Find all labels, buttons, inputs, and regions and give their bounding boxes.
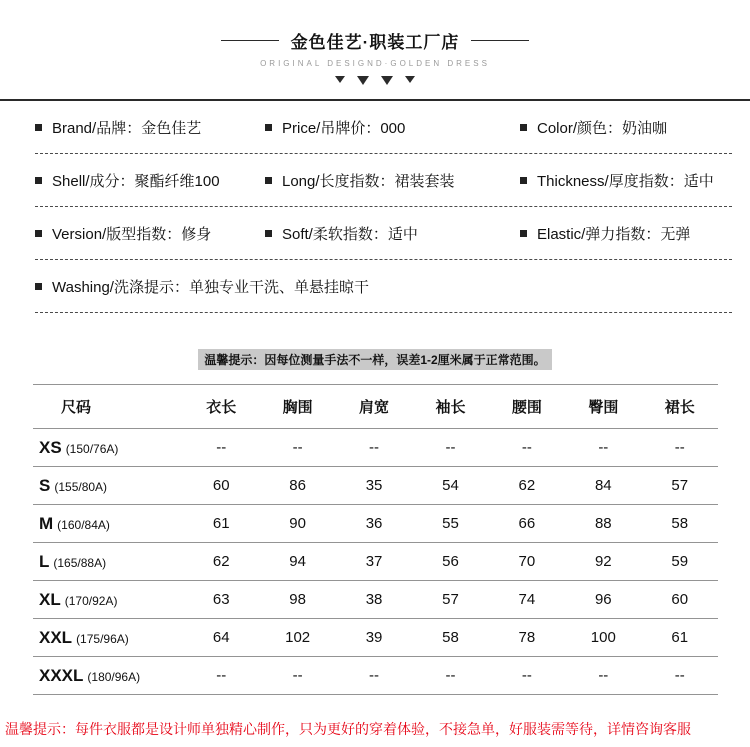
size-table-body	[33, 429, 718, 695]
column-header: 臀围	[565, 385, 641, 429]
bullet-square-icon	[520, 230, 527, 237]
size-value: --	[336, 657, 412, 695]
down-triangle-icon	[381, 76, 393, 85]
size-value: --	[259, 429, 335, 467]
attribute-row	[35, 260, 732, 313]
size-name: S	[39, 475, 51, 495]
size-table-header-row	[33, 385, 718, 429]
size-label	[33, 657, 183, 695]
measurement-notice	[0, 349, 750, 370]
size-value: 62	[183, 543, 259, 581]
size-spec: (155/80A)	[54, 479, 108, 494]
size-value: 39	[336, 619, 412, 657]
size-name: M	[39, 513, 54, 533]
size-value: 63	[183, 581, 259, 619]
size-value: --	[565, 429, 641, 467]
size-value: 92	[565, 543, 641, 581]
size-value: --	[489, 657, 565, 695]
size-label	[33, 429, 183, 467]
footer-notice: 温馨提示：每件衣服都是设计师单独精心制作，只为更好的穿着体验，不接急单，好服装需等待，详情咨询客服	[5, 721, 691, 737]
size-value: 61	[183, 505, 259, 543]
size-table	[33, 384, 718, 695]
size-row	[33, 429, 718, 467]
size-value: 35	[336, 467, 412, 505]
bullet-square-icon	[35, 230, 42, 237]
size-name: XXL	[39, 627, 73, 647]
size-value: 59	[642, 543, 718, 581]
attribute-label: Thickness/厚度指数：适中	[537, 172, 714, 190]
size-value: 58	[642, 505, 718, 543]
size-value: 78	[489, 619, 565, 657]
down-triangle-icon	[405, 76, 415, 83]
column-header: 尺码	[33, 385, 183, 429]
attribute-row	[35, 207, 732, 260]
attribute-item	[35, 276, 732, 297]
size-value: 84	[565, 467, 641, 505]
size-value: --	[259, 657, 335, 695]
size-value: 96	[565, 581, 641, 619]
attribute-label: Brand/品牌：金色佳艺	[52, 119, 202, 137]
attribute-row	[35, 154, 732, 207]
column-header: 胸围	[259, 385, 335, 429]
size-spec: (180/96A)	[87, 669, 141, 684]
notice-text: 温馨提示：因每位测量手法不一样，误差1-2厘米属于正常范围。	[198, 349, 551, 370]
size-name: L	[39, 551, 50, 571]
attribute-item	[265, 170, 520, 191]
title-left-rule	[221, 40, 279, 41]
size-value: 88	[565, 505, 641, 543]
attributes-section	[0, 101, 750, 313]
attribute-label: Color/颜色：奶油咖	[537, 119, 668, 137]
bullet-square-icon	[35, 283, 42, 290]
size-value: --	[336, 429, 412, 467]
size-value: 60	[183, 467, 259, 505]
attribute-label: Version/版型指数：修身	[52, 225, 212, 243]
size-spec: (170/92A)	[64, 593, 118, 608]
store-header	[0, 0, 750, 86]
size-value: 55	[412, 505, 488, 543]
size-value: 102	[259, 619, 335, 657]
size-name: XXXL	[39, 665, 84, 685]
size-value: --	[412, 429, 488, 467]
size-value: 61	[642, 619, 718, 657]
down-arrows-decoration	[0, 76, 750, 86]
size-value: --	[642, 657, 718, 695]
attribute-row	[35, 101, 732, 154]
size-spec: (150/76A)	[65, 441, 119, 456]
size-value: 98	[259, 581, 335, 619]
size-value: 54	[412, 467, 488, 505]
column-header: 衣长	[183, 385, 259, 429]
size-row	[33, 543, 718, 581]
store-subtitle: ORIGINAL DESIGND·GOLDEN DRESS	[260, 59, 490, 68]
bullet-square-icon	[265, 230, 272, 237]
size-value: 37	[336, 543, 412, 581]
down-triangle-icon	[335, 76, 345, 83]
size-value: --	[412, 657, 488, 695]
size-spec: (160/84A)	[57, 517, 110, 532]
size-name: XS	[39, 437, 62, 457]
bullet-square-icon	[265, 177, 272, 184]
column-header: 袖长	[412, 385, 488, 429]
size-value: 58	[412, 619, 488, 657]
bullet-square-icon	[265, 124, 272, 131]
size-value: 57	[642, 467, 718, 505]
attribute-label: Soft/柔软指数：适中	[282, 225, 418, 243]
size-row	[33, 467, 718, 505]
attribute-item	[520, 170, 732, 191]
size-row	[33, 657, 718, 695]
attribute-label: Long/长度指数：裙装套装	[282, 172, 455, 190]
attribute-label: Shell/成分：聚酯纤维100	[52, 172, 220, 190]
size-value: 64	[183, 619, 259, 657]
size-value: --	[489, 429, 565, 467]
size-label	[33, 543, 183, 581]
column-header: 肩宽	[336, 385, 412, 429]
size-value: 94	[259, 543, 335, 581]
size-value: 60	[642, 581, 718, 619]
size-value: 86	[259, 467, 335, 505]
size-label	[33, 505, 183, 543]
bullet-square-icon	[520, 177, 527, 184]
size-spec: (175/96A)	[76, 631, 129, 646]
bullet-square-icon	[35, 177, 42, 184]
size-value: 90	[259, 505, 335, 543]
store-title-row	[0, 28, 750, 53]
size-value: 62	[489, 467, 565, 505]
size-label	[33, 581, 183, 619]
attribute-item	[265, 117, 520, 138]
attribute-label: Washing/洗涤提示：单独专业干洗、单悬挂晾干	[52, 278, 369, 296]
title-right-rule	[471, 40, 529, 41]
size-value: 56	[412, 543, 488, 581]
store-title: 金色佳艺·职装工厂店	[290, 33, 460, 52]
size-value: 36	[336, 505, 412, 543]
attribute-item	[35, 117, 265, 138]
size-row	[33, 581, 718, 619]
size-value: --	[183, 429, 259, 467]
size-value: 38	[336, 581, 412, 619]
attribute-label: Price/吊牌价：000	[282, 119, 406, 137]
column-header: 腰围	[489, 385, 565, 429]
size-name: XL	[39, 589, 61, 609]
attribute-label: Elastic/弹力指数：无弹	[537, 225, 691, 243]
size-value: --	[642, 429, 718, 467]
size-label	[33, 467, 183, 505]
size-value: 100	[565, 619, 641, 657]
attribute-item	[35, 170, 265, 191]
bullet-square-icon	[520, 124, 527, 131]
column-header: 裙长	[642, 385, 718, 429]
size-value: --	[183, 657, 259, 695]
down-triangle-icon	[357, 76, 369, 85]
size-value: --	[565, 657, 641, 695]
size-table-section	[33, 384, 718, 695]
bullet-square-icon	[35, 124, 42, 131]
size-value: 74	[489, 581, 565, 619]
size-value: 57	[412, 581, 488, 619]
attribute-item	[520, 117, 732, 138]
size-value: 70	[489, 543, 565, 581]
size-row	[33, 505, 718, 543]
attribute-item	[35, 223, 265, 244]
size-row	[33, 619, 718, 657]
attribute-item	[520, 223, 732, 244]
size-spec: (165/88A)	[53, 555, 107, 570]
size-value: 66	[489, 505, 565, 543]
attribute-item	[265, 223, 520, 244]
size-label	[33, 619, 183, 657]
